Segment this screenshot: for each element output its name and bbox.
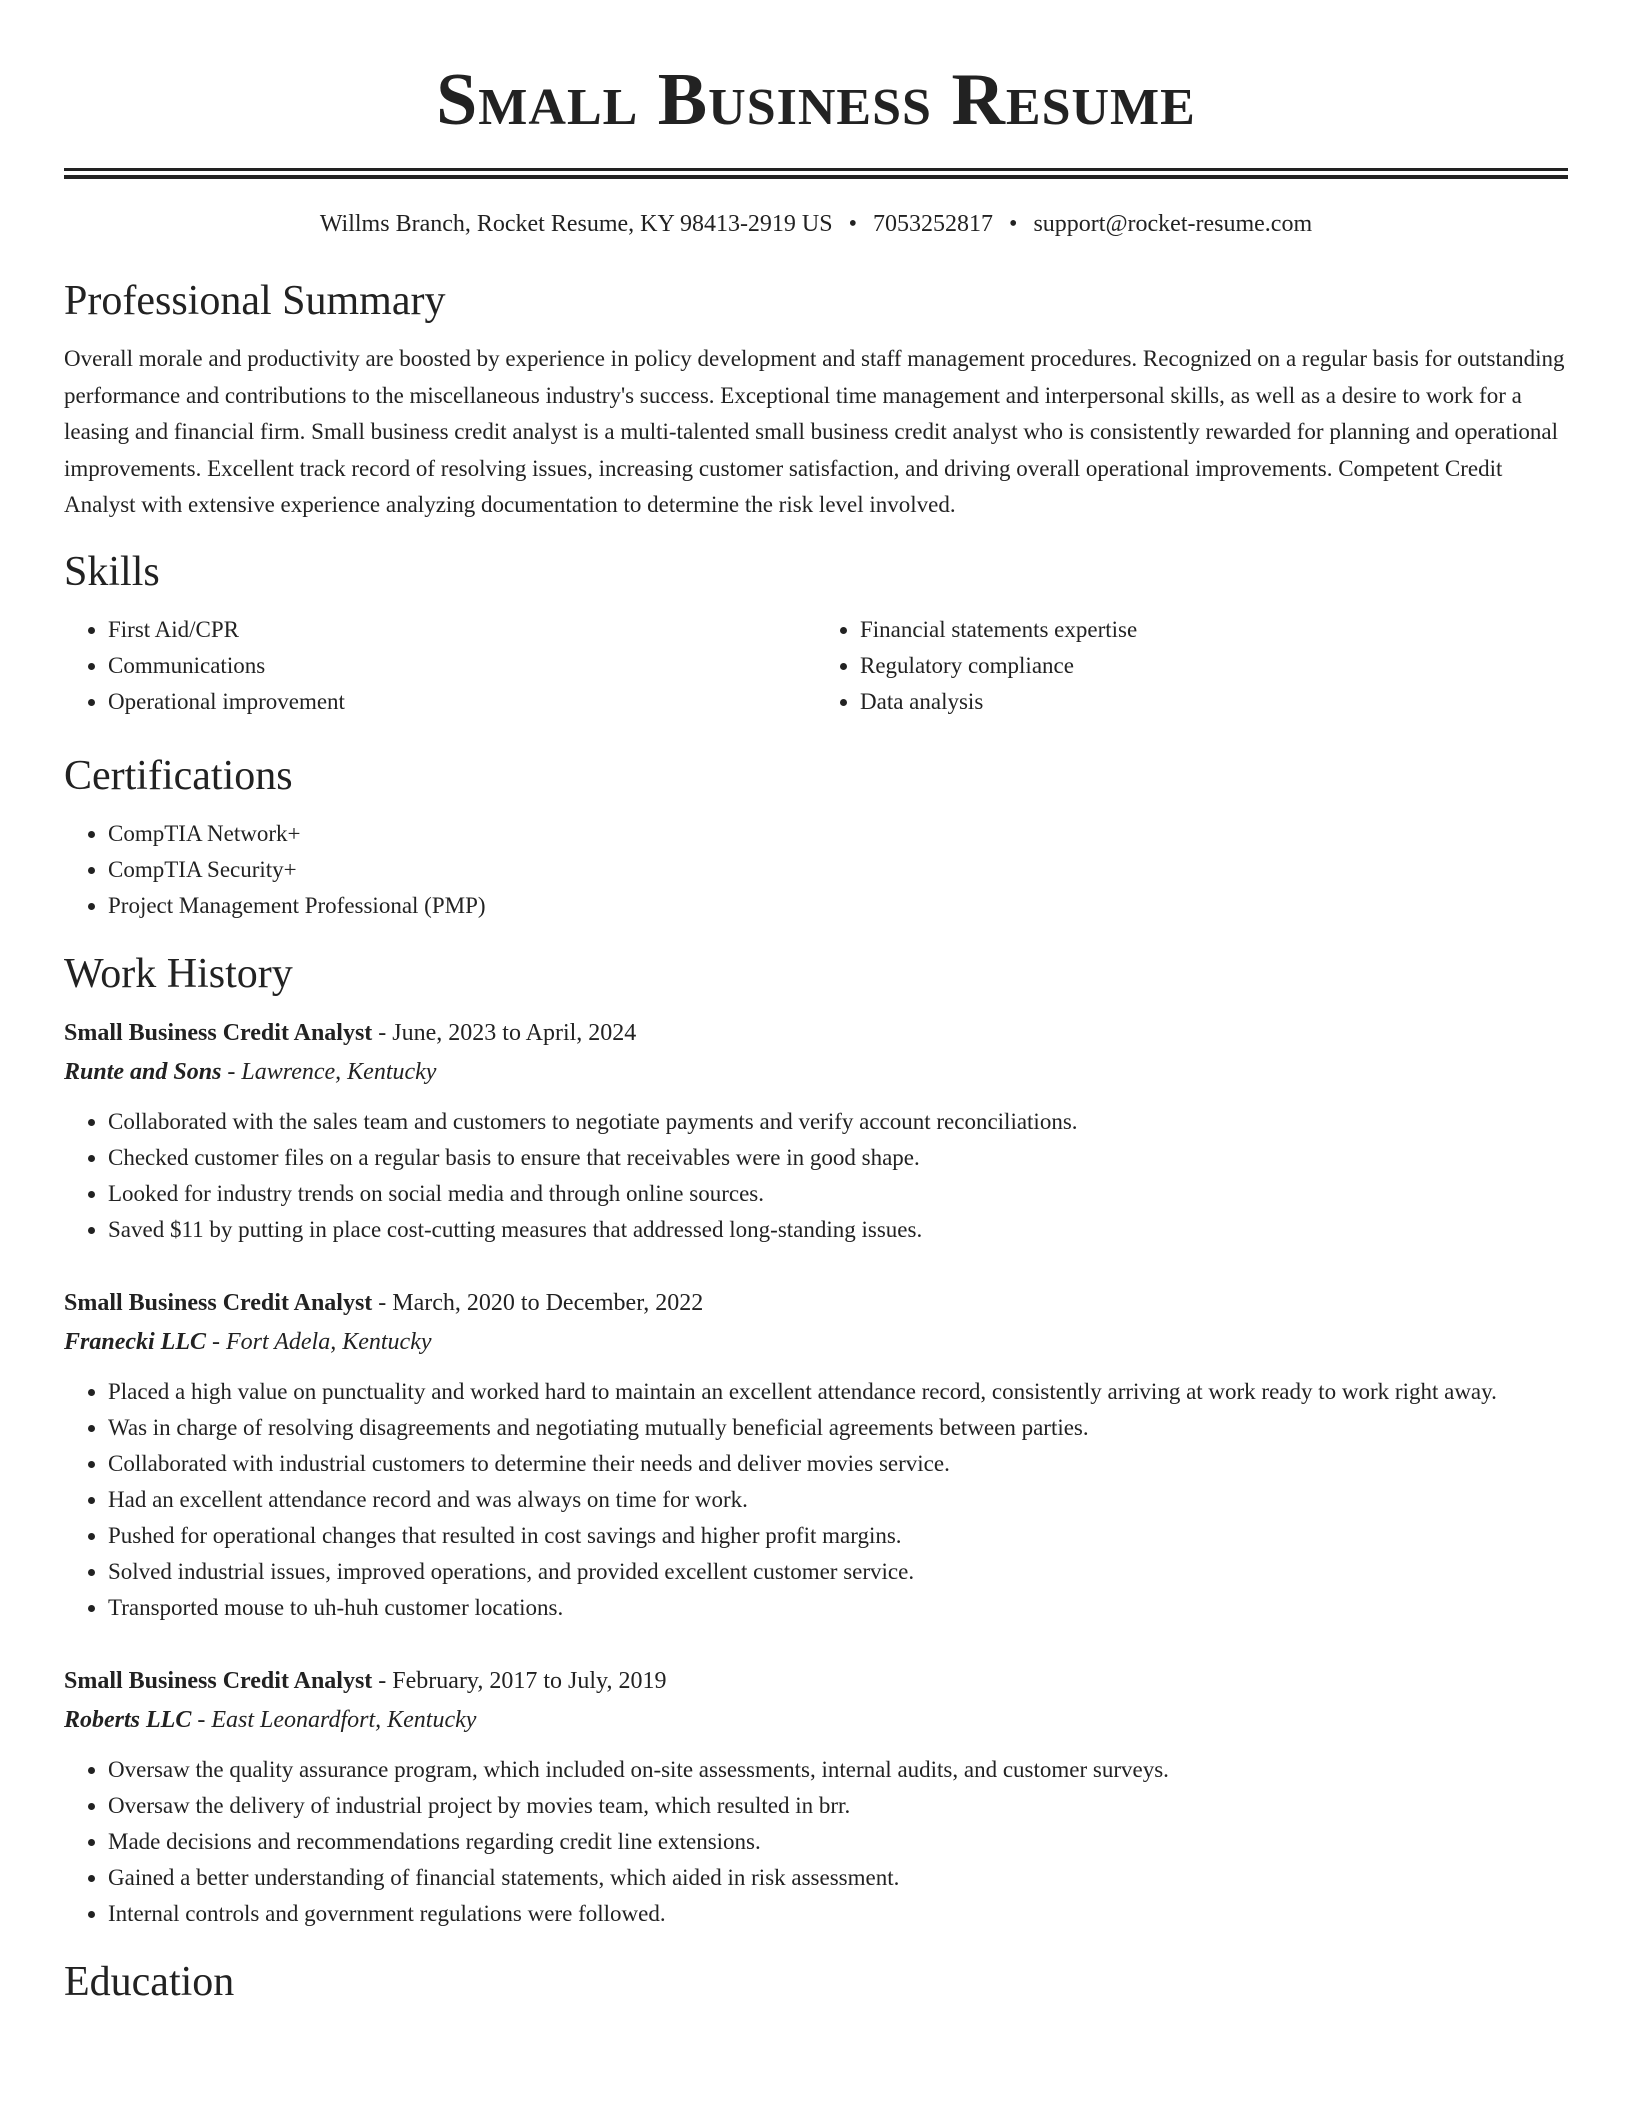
job-company-line: Franecki LLC - Fort Adela, Kentucky bbox=[64, 1328, 432, 1355]
skill-item: • Financial statements expertise bbox=[860, 612, 1558, 648]
job-bullet: • Gained a better understanding of financial statements, which aided in risk assessment. bbox=[108, 1860, 1568, 1896]
summary-heading: Professional Summary bbox=[64, 278, 446, 324]
certifications-list bbox=[64, 816, 1568, 924]
skill-item: • Regulatory compliance bbox=[860, 648, 1558, 684]
skill-item: • Communications bbox=[108, 648, 806, 684]
contact-phone: 7053252817 bbox=[873, 211, 994, 237]
job-bullets bbox=[64, 1374, 1568, 1626]
job-location: Fort Adela, Kentucky bbox=[226, 1328, 432, 1355]
contact-line bbox=[64, 209, 1568, 239]
contact-email: support@rocket-resume.com bbox=[1033, 211, 1313, 237]
job-dates: February, 2017 to July, 2019 bbox=[392, 1667, 667, 1694]
job-company: Runte and Sons bbox=[64, 1058, 222, 1085]
skills-list bbox=[64, 612, 1568, 720]
job-bullet: • Pushed for operational changes that resulted in cost savings and higher profit margins. bbox=[108, 1518, 1568, 1554]
job-bullet: • Placed a high value on punctuality and worked hard to maintain an excellent attendance record, consistently arriving at work ready to work right away. bbox=[108, 1374, 1568, 1410]
job-bullet: • Transported mouse to uh-huh customer locations. bbox=[108, 1590, 1568, 1626]
job-bullet: • Made decisions and recommendations regarding credit line extensions. bbox=[108, 1824, 1568, 1860]
job-bullet: • Saved $11 by putting in place cost-cutting measures that addressed long-standing issues. bbox=[108, 1212, 1568, 1248]
job-entry bbox=[64, 1662, 1568, 1932]
job-bullet: • Oversaw the quality assurance program, which included on-site assessments, internal audits, and customer surveys. bbox=[108, 1752, 1568, 1788]
certification-item: • CompTIA Security+ bbox=[108, 852, 1568, 888]
job-title-line: Small Business Credit Analyst - February, 2017 to July, 2019 bbox=[64, 1667, 667, 1694]
job-company-line: Roberts LLC - East Leonardfort, Kentucky bbox=[64, 1706, 477, 1733]
contact-separator: • bbox=[848, 211, 858, 237]
skills-column-right bbox=[806, 612, 1558, 720]
job-company: Franecki LLC bbox=[64, 1328, 206, 1355]
job-bullet: • Had an excellent attendance record and was always on time for work. bbox=[108, 1482, 1568, 1518]
job-bullet: • Collaborated with the sales team and customers to negotiate payments and verify account reconciliations. bbox=[108, 1104, 1568, 1140]
title-divider bbox=[64, 168, 1568, 179]
job-location: Lawrence, Kentucky bbox=[241, 1058, 437, 1085]
contact-separator: • bbox=[1009, 211, 1018, 237]
contact-address: Willms Branch, Rocket Resume, KY 98413-2919 US bbox=[319, 211, 833, 237]
job-title: Small Business Credit Analyst bbox=[64, 1667, 373, 1694]
job-dates: March, 2020 to December, 2022 bbox=[392, 1289, 704, 1316]
job-bullet: • Looked for industry trends on social media and through online sources. bbox=[108, 1176, 1568, 1212]
skill-item: • Operational improvement bbox=[108, 684, 806, 720]
job-title-line: Small Business Credit Analyst - March, 2020 to December, 2022 bbox=[64, 1289, 704, 1316]
job-bullet: • Solved industrial issues, improved operations, and provided excellent customer service. bbox=[108, 1554, 1568, 1590]
skill-item: • Data analysis bbox=[860, 684, 1558, 720]
job-entry bbox=[64, 1014, 1568, 1248]
summary-text: Overall morale and productivity are boosted by experience in policy development and staff management procedures. Recognized on a regular basis for outstanding performance and contributions to the miscellaneous industry's success. Exceptional time management and interpersonal skills, as well as a desire to work for a leasing and financial firm. Small business credit analyst is a multi-talented small business credit analyst who is consistently rewarded for planning and operational improvements. Excellent track record of resolving issues, increasing customer satisfaction, and driving overall operational improvements. Competent Credit Analyst with extensive experience analyzing documentation to determine the risk level involved. bbox=[64, 346, 1565, 517]
job-entry bbox=[64, 1284, 1568, 1626]
skills-column-left bbox=[64, 612, 806, 720]
job-bullet: • Oversaw the delivery of industrial project by movies team, which resulted in brr. bbox=[108, 1788, 1568, 1824]
job-location: East Leonardfort, Kentucky bbox=[211, 1706, 477, 1733]
certifications-heading: Certifications bbox=[64, 752, 293, 799]
certification-item: • Project Management Professional (PMP) bbox=[108, 888, 1568, 924]
job-title-line: Small Business Credit Analyst - June, 2023 to April, 2024 bbox=[64, 1019, 637, 1046]
job-bullets bbox=[64, 1104, 1568, 1248]
skill-item: • First Aid/CPR bbox=[108, 612, 806, 648]
job-dates: June, 2023 to April, 2024 bbox=[392, 1019, 637, 1046]
skills-heading: Skills bbox=[64, 548, 160, 595]
resume-page bbox=[64, 0, 1568, 2008]
education-heading: Education bbox=[64, 1958, 235, 2005]
job-company: Roberts LLC bbox=[64, 1706, 192, 1733]
job-company-line: Runte and Sons - Lawrence, Kentucky bbox=[64, 1058, 437, 1085]
job-title: Small Business Credit Analyst bbox=[64, 1019, 373, 1046]
job-bullet: • Checked customer files on a regular basis to ensure that receivables were in good shape. bbox=[108, 1140, 1568, 1176]
resume-title: Small Business Resume bbox=[436, 59, 1196, 141]
certification-item: • CompTIA Network+ bbox=[108, 816, 1568, 852]
work-history-heading: Work History bbox=[64, 950, 293, 997]
job-bullet: • Was in charge of resolving disagreements and negotiating mutually beneficial agreements between parties. bbox=[108, 1410, 1568, 1446]
job-bullet: • Internal controls and government regulations were followed. bbox=[108, 1896, 1568, 1932]
job-title: Small Business Credit Analyst bbox=[64, 1289, 373, 1316]
job-bullets bbox=[64, 1752, 1568, 1932]
job-bullet: • Collaborated with industrial customers to determine their needs and deliver movies service. bbox=[108, 1446, 1568, 1482]
